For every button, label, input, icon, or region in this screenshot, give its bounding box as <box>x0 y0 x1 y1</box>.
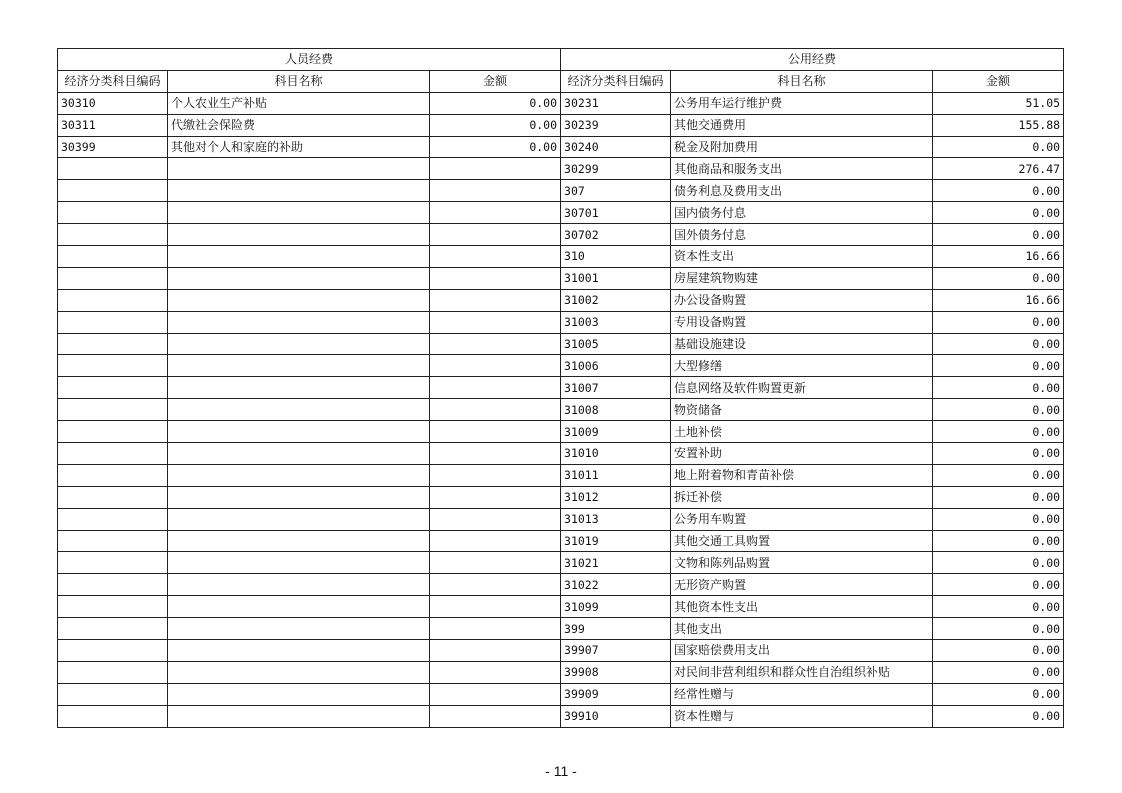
personnel-name-cell <box>168 530 430 552</box>
public-code-cell: 30299 <box>561 158 671 180</box>
personnel-name-cell <box>168 618 430 640</box>
personnel-code-cell <box>58 596 168 618</box>
public-code-cell: 399 <box>561 618 671 640</box>
public-code-cell: 31099 <box>561 596 671 618</box>
personnel-code-cell <box>58 289 168 311</box>
public-name-cell: 国内债务付息 <box>671 202 933 224</box>
public-name-cell: 其他交通工具购置 <box>671 530 933 552</box>
personnel-name-cell <box>168 355 430 377</box>
column-header-row <box>58 70 1064 92</box>
public-code-cell: 39910 <box>561 705 671 727</box>
public-amount-cell: 0.00 <box>933 530 1064 552</box>
public-name-cell: 大型修缮 <box>671 355 933 377</box>
personnel-name-cell <box>168 464 430 486</box>
table-row <box>58 399 1064 421</box>
public-amount-cell: 0.00 <box>933 683 1064 705</box>
personnel-amount-cell <box>430 289 561 311</box>
personnel-amount-cell <box>430 180 561 202</box>
public-amount-cell: 0.00 <box>933 333 1064 355</box>
personnel-amount-cell: 0.00 <box>430 114 561 136</box>
personnel-name-cell <box>168 267 430 289</box>
personnel-amount-cell <box>430 311 561 333</box>
personnel-code-cell <box>58 224 168 246</box>
public-name-cell: 对民间非营利组织和群众性自治组织补贴 <box>671 661 933 683</box>
public-name-cell: 其他交通费用 <box>671 114 933 136</box>
personnel-code-cell <box>58 267 168 289</box>
table-row <box>58 158 1064 180</box>
personnel-code-cell <box>58 158 168 180</box>
public-code-cell: 30240 <box>561 136 671 158</box>
public-amount-cell: 0.00 <box>933 618 1064 640</box>
personnel-amount-cell <box>430 530 561 552</box>
public-amount-cell: 0.00 <box>933 640 1064 662</box>
personnel-name-cell <box>168 640 430 662</box>
personnel-name-cell <box>168 224 430 246</box>
personnel-name-cell <box>168 399 430 421</box>
public-code-cell: 31001 <box>561 267 671 289</box>
public-code-cell: 31008 <box>561 399 671 421</box>
table-row <box>58 683 1064 705</box>
public-amount-cell: 0.00 <box>933 267 1064 289</box>
public-code-cell: 30239 <box>561 114 671 136</box>
public-code-cell: 31007 <box>561 377 671 399</box>
table-row <box>58 355 1064 377</box>
personnel-amount-cell <box>430 552 561 574</box>
public-name-header: 科目名称 <box>671 70 933 92</box>
table-row <box>58 377 1064 399</box>
public-code-cell: 31005 <box>561 333 671 355</box>
public-code-header: 经济分类科目编码 <box>561 70 671 92</box>
public-code-cell: 310 <box>561 246 671 268</box>
public-code-cell: 31012 <box>561 486 671 508</box>
public-amount-cell: 0.00 <box>933 508 1064 530</box>
table-row <box>58 705 1064 727</box>
public-amount-cell: 0.00 <box>933 311 1064 333</box>
personnel-code-cell <box>58 486 168 508</box>
table-body <box>58 92 1064 727</box>
personnel-amount-cell <box>430 158 561 180</box>
public-name-cell: 其他支出 <box>671 618 933 640</box>
personnel-amount-cell <box>430 640 561 662</box>
personnel-code-cell <box>58 683 168 705</box>
personnel-name-cell <box>168 705 430 727</box>
personnel-code-cell <box>58 421 168 443</box>
public-code-cell: 30702 <box>561 224 671 246</box>
personnel-amount-cell: 0.00 <box>430 92 561 114</box>
public-amount-cell: 0.00 <box>933 136 1064 158</box>
public-code-cell: 31010 <box>561 443 671 465</box>
personnel-code-cell <box>58 377 168 399</box>
personnel-code-cell <box>58 399 168 421</box>
personnel-code-cell: 30311 <box>58 114 168 136</box>
table-row <box>58 289 1064 311</box>
personnel-amount-header: 金额 <box>430 70 561 92</box>
personnel-amount-cell <box>430 705 561 727</box>
personnel-name-cell <box>168 180 430 202</box>
personnel-code-cell <box>58 705 168 727</box>
personnel-amount-cell <box>430 377 561 399</box>
table-row <box>58 640 1064 662</box>
budget-table <box>57 48 1064 728</box>
personnel-code-cell <box>58 618 168 640</box>
personnel-amount-cell <box>430 246 561 268</box>
public-amount-cell: 276.47 <box>933 158 1064 180</box>
public-name-cell: 安置补助 <box>671 443 933 465</box>
table-row <box>58 552 1064 574</box>
personnel-amount-cell <box>430 333 561 355</box>
public-code-cell: 31002 <box>561 289 671 311</box>
public-code-cell: 30231 <box>561 92 671 114</box>
public-code-cell: 31003 <box>561 311 671 333</box>
public-name-cell: 公务用车运行维护费 <box>671 92 933 114</box>
table-row <box>58 114 1064 136</box>
table-row <box>58 92 1064 114</box>
public-name-cell: 国家赔偿费用支出 <box>671 640 933 662</box>
public-name-cell: 无形资产购置 <box>671 574 933 596</box>
personnel-amount-cell <box>430 683 561 705</box>
public-code-cell: 39907 <box>561 640 671 662</box>
personnel-name-cell <box>168 661 430 683</box>
public-amount-cell: 0.00 <box>933 202 1064 224</box>
personnel-code-cell <box>58 574 168 596</box>
public-name-cell: 税金及附加费用 <box>671 136 933 158</box>
public-code-cell: 31006 <box>561 355 671 377</box>
table-row <box>58 574 1064 596</box>
public-name-cell: 房屋建筑物购建 <box>671 267 933 289</box>
personnel-code-cell <box>58 202 168 224</box>
public-name-cell: 资本性赠与 <box>671 705 933 727</box>
personnel-code-cell: 30399 <box>58 136 168 158</box>
personnel-name-cell <box>168 486 430 508</box>
group-header-row <box>58 49 1064 71</box>
personnel-code-cell: 30310 <box>58 92 168 114</box>
personnel-name-cell <box>168 246 430 268</box>
public-name-cell: 土地补偿 <box>671 421 933 443</box>
personnel-code-cell <box>58 333 168 355</box>
personnel-name-cell <box>168 508 430 530</box>
page-number: - 11 - <box>545 763 577 779</box>
public-name-cell: 信息网络及软件购置更新 <box>671 377 933 399</box>
public-amount-cell: 0.00 <box>933 464 1064 486</box>
public-name-cell: 国外债务付息 <box>671 224 933 246</box>
public-code-cell: 31009 <box>561 421 671 443</box>
personnel-name-cell <box>168 158 430 180</box>
personnel-amount-cell <box>430 464 561 486</box>
table-row <box>58 267 1064 289</box>
personnel-name-cell <box>168 421 430 443</box>
personnel-amount-cell <box>430 618 561 640</box>
public-amount-cell: 0.00 <box>933 377 1064 399</box>
personnel-code-header: 经济分类科目编码 <box>58 70 168 92</box>
personnel-name-cell: 代缴社会保险费 <box>168 114 430 136</box>
public-amount-cell: 0.00 <box>933 224 1064 246</box>
public-code-cell: 39909 <box>561 683 671 705</box>
personnel-amount-cell: 0.00 <box>430 136 561 158</box>
public-group-header: 公用经费 <box>561 49 1064 71</box>
personnel-name-cell <box>168 552 430 574</box>
public-amount-cell: 51.05 <box>933 92 1064 114</box>
public-amount-cell: 0.00 <box>933 705 1064 727</box>
personnel-code-cell <box>58 311 168 333</box>
public-amount-header: 金额 <box>933 70 1064 92</box>
personnel-amount-cell <box>430 574 561 596</box>
personnel-amount-cell <box>430 355 561 377</box>
personnel-code-cell <box>58 464 168 486</box>
table-row <box>58 333 1064 355</box>
personnel-name-cell <box>168 202 430 224</box>
personnel-code-cell <box>58 530 168 552</box>
public-name-cell: 公务用车购置 <box>671 508 933 530</box>
public-amount-cell: 0.00 <box>933 596 1064 618</box>
personnel-name-cell: 个人农业生产补贴 <box>168 92 430 114</box>
public-amount-cell: 0.00 <box>933 486 1064 508</box>
personnel-group-header: 人员经费 <box>58 49 561 71</box>
public-name-cell: 资本性支出 <box>671 246 933 268</box>
table-row <box>58 618 1064 640</box>
public-code-cell: 39908 <box>561 661 671 683</box>
personnel-name-cell: 其他对个人和家庭的补助 <box>168 136 430 158</box>
table-row <box>58 596 1064 618</box>
table-row <box>58 246 1064 268</box>
personnel-amount-cell <box>430 508 561 530</box>
table-row <box>58 508 1064 530</box>
table-row <box>58 180 1064 202</box>
personnel-name-cell <box>168 377 430 399</box>
public-amount-cell: 0.00 <box>933 443 1064 465</box>
public-name-cell: 文物和陈列品购置 <box>671 552 933 574</box>
table-row <box>58 224 1064 246</box>
personnel-code-cell <box>58 508 168 530</box>
public-code-cell: 31021 <box>561 552 671 574</box>
public-amount-cell: 0.00 <box>933 355 1064 377</box>
table-row <box>58 136 1064 158</box>
personnel-name-header: 科目名称 <box>168 70 430 92</box>
public-name-cell: 拆迁补偿 <box>671 486 933 508</box>
personnel-amount-cell <box>430 596 561 618</box>
personnel-amount-cell <box>430 202 561 224</box>
table-row <box>58 421 1064 443</box>
personnel-code-cell <box>58 443 168 465</box>
public-name-cell: 债务利息及费用支出 <box>671 180 933 202</box>
public-name-cell: 办公设备购置 <box>671 289 933 311</box>
personnel-code-cell <box>58 246 168 268</box>
table-row <box>58 661 1064 683</box>
personnel-code-cell <box>58 552 168 574</box>
personnel-name-cell <box>168 311 430 333</box>
public-name-cell: 其他资本性支出 <box>671 596 933 618</box>
public-amount-cell: 155.88 <box>933 114 1064 136</box>
personnel-code-cell <box>58 180 168 202</box>
public-amount-cell: 0.00 <box>933 421 1064 443</box>
public-code-cell: 31013 <box>561 508 671 530</box>
public-code-cell: 31019 <box>561 530 671 552</box>
personnel-amount-cell <box>430 661 561 683</box>
public-amount-cell: 0.00 <box>933 574 1064 596</box>
public-name-cell: 经常性赠与 <box>671 683 933 705</box>
public-amount-cell: 0.00 <box>933 399 1064 421</box>
table-row <box>58 443 1064 465</box>
public-amount-cell: 0.00 <box>933 661 1064 683</box>
public-amount-cell: 16.66 <box>933 289 1064 311</box>
personnel-code-cell <box>58 355 168 377</box>
public-name-cell: 基础设施建设 <box>671 333 933 355</box>
table-row <box>58 311 1064 333</box>
table-row <box>58 464 1064 486</box>
personnel-code-cell <box>58 661 168 683</box>
public-name-cell: 其他商品和服务支出 <box>671 158 933 180</box>
public-code-cell: 307 <box>561 180 671 202</box>
personnel-amount-cell <box>430 399 561 421</box>
personnel-amount-cell <box>430 443 561 465</box>
personnel-name-cell <box>168 443 430 465</box>
public-name-cell: 专用设备购置 <box>671 311 933 333</box>
personnel-name-cell <box>168 333 430 355</box>
personnel-amount-cell <box>430 267 561 289</box>
personnel-name-cell <box>168 574 430 596</box>
public-name-cell: 物资储备 <box>671 399 933 421</box>
public-code-cell: 31022 <box>561 574 671 596</box>
personnel-amount-cell <box>430 421 561 443</box>
table-row <box>58 202 1064 224</box>
public-name-cell: 地上附着物和青苗补偿 <box>671 464 933 486</box>
public-amount-cell: 16.66 <box>933 246 1064 268</box>
table-row <box>58 530 1064 552</box>
public-amount-cell: 0.00 <box>933 552 1064 574</box>
personnel-code-cell <box>58 640 168 662</box>
table-row <box>58 486 1064 508</box>
personnel-amount-cell <box>430 486 561 508</box>
personnel-name-cell <box>168 289 430 311</box>
personnel-amount-cell <box>430 224 561 246</box>
personnel-name-cell <box>168 596 430 618</box>
public-amount-cell: 0.00 <box>933 180 1064 202</box>
public-code-cell: 31011 <box>561 464 671 486</box>
personnel-name-cell <box>168 683 430 705</box>
public-code-cell: 30701 <box>561 202 671 224</box>
